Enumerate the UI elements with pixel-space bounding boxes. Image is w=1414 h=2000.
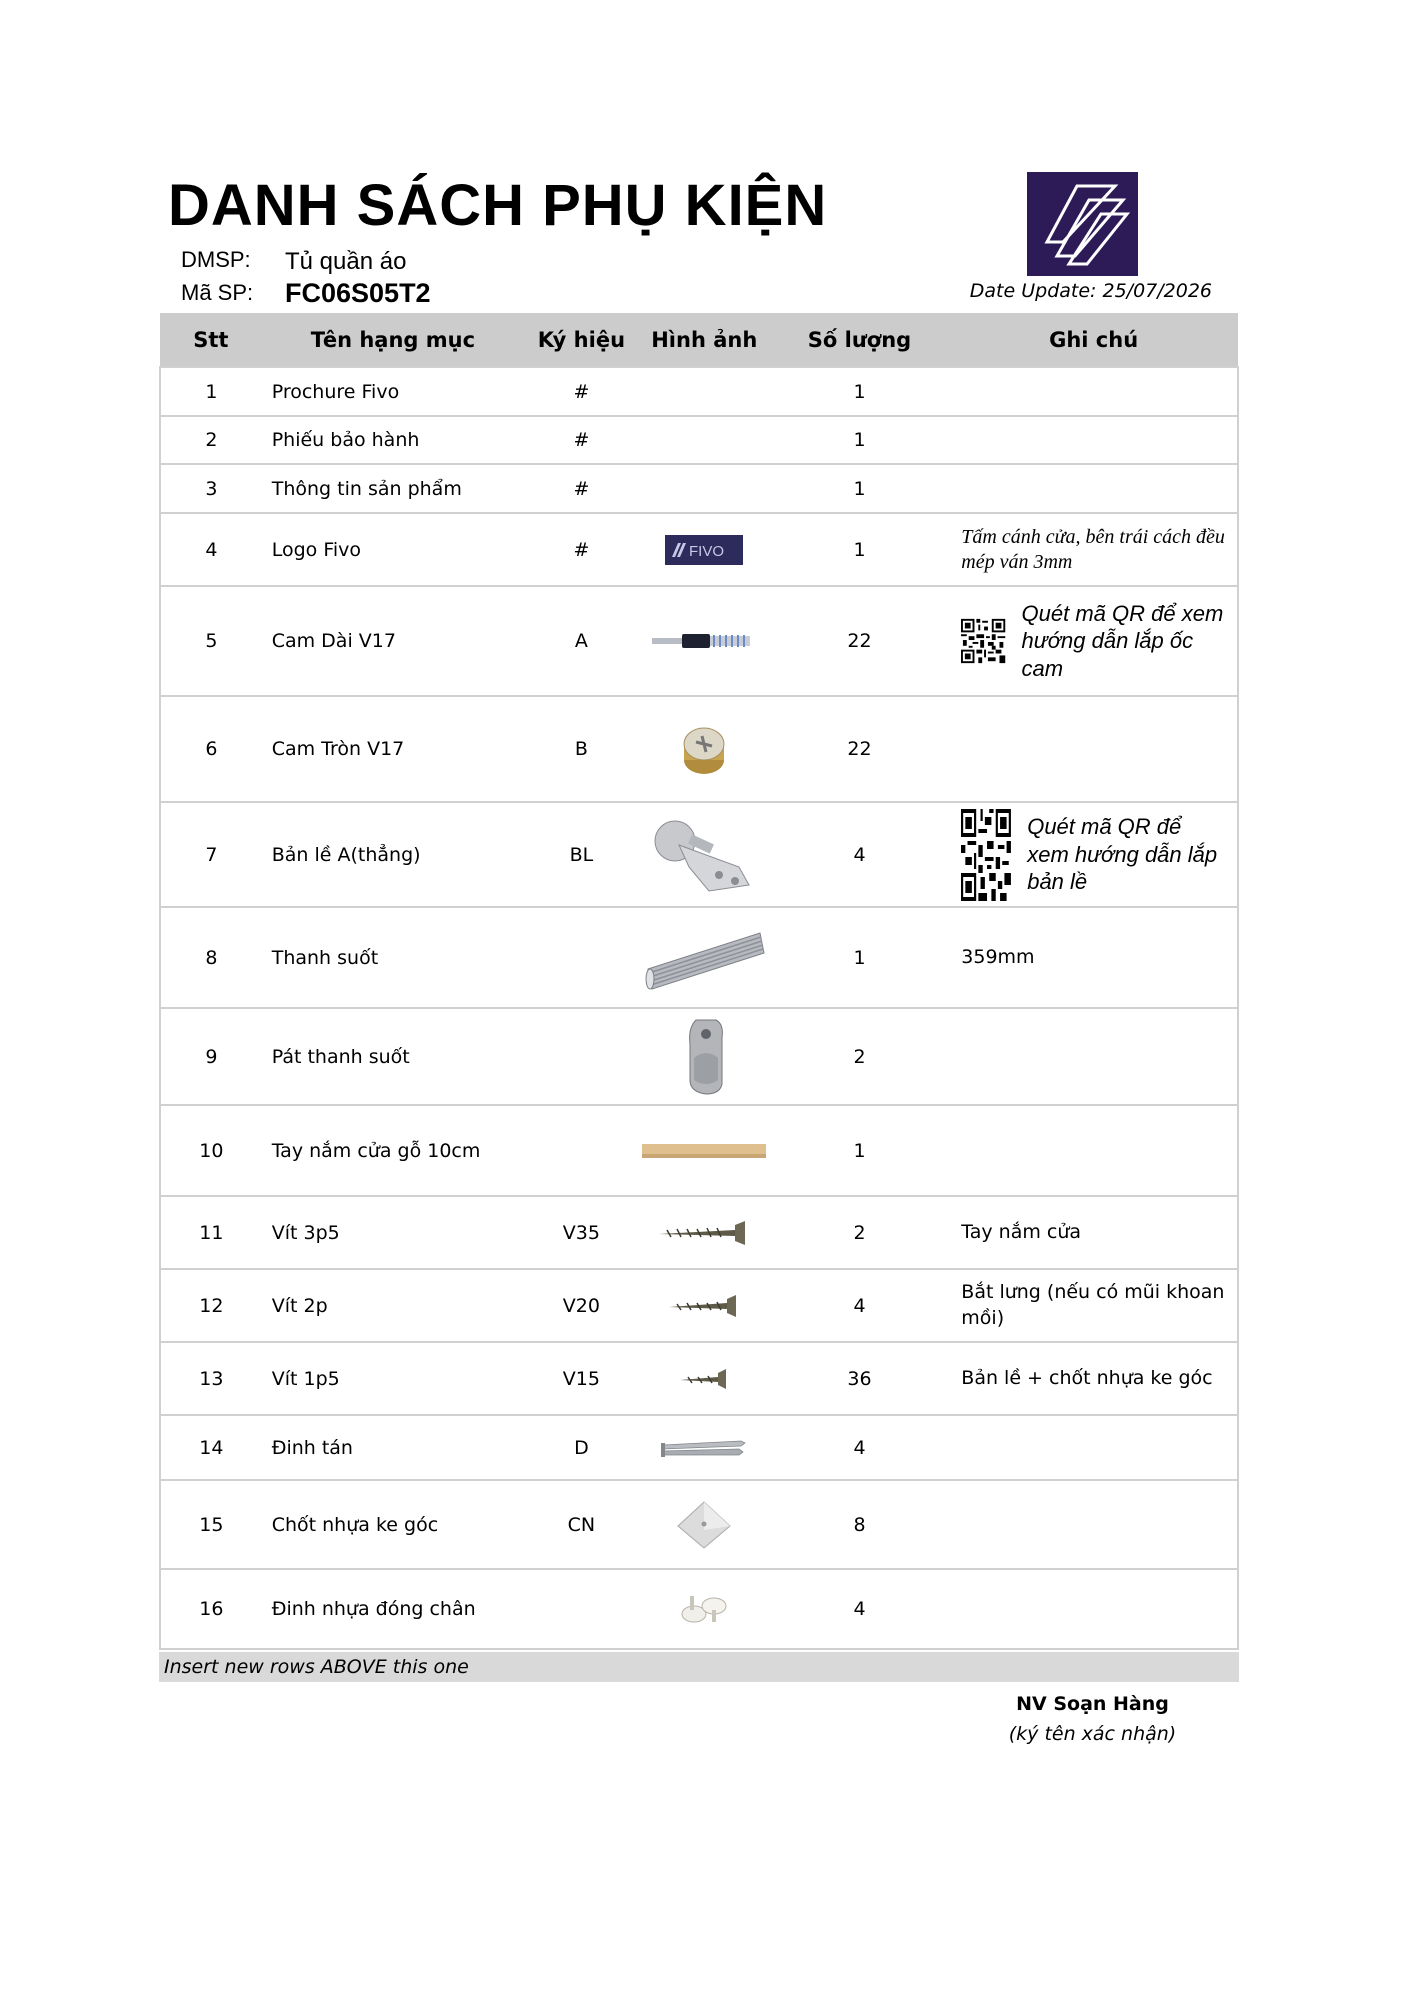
cell-note — [949, 1105, 1238, 1196]
rail-bracket-image — [682, 1018, 726, 1096]
page-title: DANH SÁCH PHỤ KIỆN — [168, 173, 828, 238]
cell-image — [639, 1269, 770, 1342]
cell-stt: 4 — [160, 513, 262, 586]
masp-label: Mã SP: — [181, 280, 254, 305]
table-row — [160, 696, 1238, 802]
cell-image — [639, 1415, 770, 1480]
cell-qty: 2 — [770, 1008, 950, 1105]
col-header-qty: Số lượng — [770, 313, 950, 367]
cell-image — [639, 1105, 770, 1196]
cell-code: CN — [524, 1480, 639, 1569]
table-row — [160, 1008, 1238, 1105]
cam-long-image — [652, 630, 756, 652]
table-row — [160, 1480, 1238, 1569]
signer-title: NV Soạn Hàng — [1016, 1693, 1169, 1715]
cell-qty: 22 — [770, 586, 950, 696]
signer-subtitle: (ký tên xác nhận) — [1008, 1723, 1177, 1745]
cell-name: Tay nắm cửa gỗ 10cm — [262, 1105, 524, 1196]
col-header-code: Ký hiệu — [524, 313, 639, 367]
cell-note — [949, 1008, 1238, 1105]
col-header-name: Tên hạng mục — [262, 313, 524, 367]
table-header-row — [160, 313, 1238, 367]
corner-block-image — [676, 1500, 732, 1550]
cell-stt: 7 — [160, 802, 262, 907]
cell-qty: 1 — [770, 1105, 950, 1196]
cell-stt: 13 — [160, 1342, 262, 1415]
cell-qty: 4 — [770, 1569, 950, 1649]
cell-code: # — [524, 464, 639, 513]
cell-qty: 4 — [770, 802, 950, 907]
table-row — [160, 367, 1238, 416]
table-row — [160, 1342, 1238, 1415]
insert-rows-note: Insert new rows ABOVE this one — [164, 1656, 469, 1678]
cell-name: Vít 1p5 — [262, 1342, 524, 1415]
cell-code: V20 — [524, 1269, 639, 1342]
cell-code: B — [524, 696, 639, 802]
cell-image — [639, 513, 770, 586]
cell-code: # — [524, 513, 639, 586]
cell-note — [949, 416, 1238, 464]
col-header-stt: Stt — [160, 313, 262, 367]
cell-qty: 4 — [770, 1415, 950, 1480]
table-row — [160, 586, 1238, 696]
cell-stt: 2 — [160, 416, 262, 464]
col-header-image: Hình ảnh — [639, 313, 770, 367]
cell-note — [949, 464, 1238, 513]
cell-code — [524, 1105, 639, 1196]
table-row — [160, 1569, 1238, 1649]
cell-note: Tay nắm cửa — [949, 1196, 1238, 1269]
cell-code: BL — [524, 802, 639, 907]
cell-qty: 1 — [770, 907, 950, 1008]
cell-image — [639, 464, 770, 513]
cell-image — [639, 1342, 770, 1415]
cell-image — [639, 1008, 770, 1105]
hinge-image — [649, 815, 759, 895]
dmsp-value: Tủ quần áo — [285, 248, 407, 275]
qr-instruction: Quét mã QR để xem hướng dẫn lắp bản lề — [1027, 814, 1218, 895]
cell-qty: 22 — [770, 696, 950, 802]
table-row — [160, 802, 1238, 907]
cell-qty: 1 — [770, 464, 950, 513]
cell-name: Bản lề A(thẳng) — [262, 802, 524, 907]
cell-image — [639, 1480, 770, 1569]
cell-qty: 1 — [770, 367, 950, 416]
cell-stt: 9 — [160, 1008, 262, 1105]
fivo-logo-image — [665, 535, 743, 565]
wood-handle-image — [642, 1142, 766, 1160]
cell-stt: 6 — [160, 696, 262, 802]
screw-image — [659, 1221, 749, 1245]
screw-image — [669, 1295, 739, 1317]
cell-image — [639, 416, 770, 464]
cell-qty: 36 — [770, 1342, 950, 1415]
cell-stt: 11 — [160, 1196, 262, 1269]
table-row — [160, 1196, 1238, 1269]
cell-note — [949, 696, 1238, 802]
qr-instruction: Quét mã QR để xem hướng dẫn lắp ốc cam — [1021, 600, 1224, 681]
cell-name: Đinh tán — [262, 1415, 524, 1480]
table-row — [160, 464, 1238, 513]
cell-code: # — [524, 367, 639, 416]
cell-qty: 1 — [770, 513, 950, 586]
dmsp-label: DMSP: — [181, 247, 251, 272]
cell-name: Thanh suốt — [262, 907, 524, 1008]
cell-stt: 1 — [160, 367, 262, 416]
table-row — [160, 1269, 1238, 1342]
cell-name: Prochure Fivo — [262, 367, 524, 416]
cell-image — [639, 367, 770, 416]
cell-stt: 15 — [160, 1480, 262, 1569]
cell-code — [524, 1008, 639, 1105]
cell-name: Đinh nhựa đóng chân — [262, 1569, 524, 1649]
cell-code: # — [524, 416, 639, 464]
cell-stt: 14 — [160, 1415, 262, 1480]
brand-logo — [1027, 172, 1138, 276]
cell-code: A — [524, 586, 639, 696]
cell-qty: 4 — [770, 1269, 950, 1342]
cell-code: V15 — [524, 1342, 639, 1415]
cell-stt: 16 — [160, 1569, 262, 1649]
cell-qty: 2 — [770, 1196, 950, 1269]
table-row — [160, 1105, 1238, 1196]
masp-value: FC06S05T2 — [285, 278, 431, 308]
cell-name: Chốt nhựa ke góc — [262, 1480, 524, 1569]
cell-code: V35 — [524, 1196, 639, 1269]
nail-image — [661, 1437, 747, 1459]
cell-code — [524, 1569, 639, 1649]
insert-rows-bar — [159, 1652, 1239, 1682]
cell-code: D — [524, 1415, 639, 1480]
cell-name: Vít 2p — [262, 1269, 524, 1342]
cell-name: Vít 3p5 — [262, 1196, 524, 1269]
cell-note: 359mm — [949, 907, 1238, 1008]
cell-note — [949, 802, 1238, 907]
screw-image — [680, 1369, 728, 1389]
table-row — [160, 513, 1238, 586]
cell-note: Bắt lưng (nếu có mũi khoan mồi) — [949, 1269, 1238, 1342]
cam-round-image — [680, 722, 728, 776]
cell-qty: 1 — [770, 416, 950, 464]
cell-note — [949, 1569, 1238, 1649]
cell-name: Thông tin sản phẩm — [262, 464, 524, 513]
qr-code-icon — [961, 809, 1011, 901]
cell-name: Logo Fivo — [262, 513, 524, 586]
cell-name: Cam Dài V17 — [262, 586, 524, 696]
cell-stt: 12 — [160, 1269, 262, 1342]
cell-image — [639, 802, 770, 907]
date-update: Date Update: 25/07/2026 — [969, 280, 1212, 302]
cell-qty: 8 — [770, 1480, 950, 1569]
cell-stt: 3 — [160, 464, 262, 513]
cell-note: Bản lề + chốt nhựa ke góc — [949, 1342, 1238, 1415]
plastic-nail-image — [676, 1592, 732, 1626]
cell-image — [639, 1569, 770, 1649]
cell-code — [524, 907, 639, 1008]
cell-image — [639, 907, 770, 1008]
accessory-table — [159, 313, 1239, 1650]
cell-stt: 8 — [160, 907, 262, 1008]
cell-note — [949, 1415, 1238, 1480]
cell-note — [949, 1480, 1238, 1569]
cell-note — [949, 367, 1238, 416]
cell-name: Cam Tròn V17 — [262, 696, 524, 802]
cell-name: Pát thanh suốt — [262, 1008, 524, 1105]
col-header-note: Ghi chú — [949, 313, 1238, 367]
cell-image — [639, 586, 770, 696]
cell-name: Phiếu bảo hành — [262, 416, 524, 464]
cell-image — [639, 1196, 770, 1269]
table-row — [160, 907, 1238, 1008]
cell-stt: 10 — [160, 1105, 262, 1196]
cell-image — [639, 696, 770, 802]
rail-image — [642, 925, 766, 991]
cell-stt: 5 — [160, 586, 262, 696]
qr-code-icon — [961, 595, 1005, 687]
svg-text:FIVO: FIVO — [689, 542, 725, 560]
cell-note — [949, 586, 1238, 696]
cell-note: Tấm cánh cửa, bên trái cách đều mép ván 3mm — [949, 513, 1238, 586]
table-row — [160, 1415, 1238, 1480]
table-row — [160, 416, 1238, 464]
